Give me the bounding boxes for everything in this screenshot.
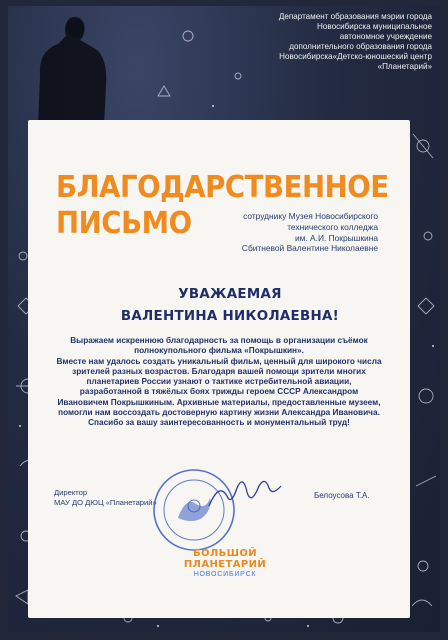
recipient-line: сотруднику Музея Новосибирского — [243, 211, 378, 221]
logo-line: НОВОСИБИРСК — [193, 571, 257, 578]
signer-role-line: Директор — [54, 488, 88, 497]
issuer-line: Новосибирска«Детско-юношеский центр — [279, 51, 432, 61]
signer-name: Белоусова Т.А. — [314, 491, 370, 500]
title-line: БЛАГОДАРСТВЕННОЕ — [56, 170, 389, 205]
signer-role-line: МАУ ДО ДЮЦ «Планетарий» — [54, 497, 157, 507]
issuer-organization — [250, 12, 432, 71]
salutation-line: УВАЖАЕМАЯ — [178, 287, 282, 302]
recipient-block — [198, 211, 378, 254]
body-paragraph: Вместе нам удалось создать уникальный фильм, ценный для широкого числа зрителей разных возрастов. Благодаря вашей помощи зрители многих планетариев России узнают о тактике истребительной авиации, разработанной в тяжёлых боях трижды героем СССР Александром Ивановичем Покрышкиным. Архивные материалы, предоставленные музеем, помогли нам воссоздать достоверную картину жизни Александра Ивановича. — [56, 356, 382, 418]
letter-body — [56, 336, 382, 429]
recipient-line: им. А.И. Покрышкина — [294, 232, 378, 243]
title-line: ПИСЬМО — [56, 206, 192, 241]
recipient-line: технического колледжа — [287, 221, 378, 232]
issuer-line: Департамент образования мэрии города — [278, 12, 432, 21]
issuer-line: «Планетарий» — [377, 61, 432, 71]
logo-line: ПЛАНЕТАРИЙ — [183, 559, 267, 570]
salutation — [60, 284, 400, 328]
pilot-silhouette-image — [8, 6, 138, 126]
recipient-line: Сбитневой Валентине Николаевне — [241, 243, 378, 254]
planetarium-logo — [170, 548, 280, 598]
signer-role — [54, 488, 157, 507]
issuer-line: Новосибирска муниципальное — [317, 21, 432, 31]
body-paragraph: Выражаем искреннюю благодарность за помощь в организации съёмок полнокупольного фильма «Покрышкин». — [70, 336, 368, 356]
issuer-line: дополнительного образования города — [289, 41, 432, 51]
issuer-line: автономное учреждение — [339, 31, 432, 41]
logo-line: БОЛЬШОЙ — [192, 548, 258, 559]
body-paragraph: Спасибо за вашу заинтересованность и монументальный труд! — [88, 418, 350, 428]
salutation-line: ВАЛЕНТИНА НИКОЛАЕВНА! — [120, 309, 340, 324]
handwritten-signature-icon — [205, 476, 285, 516]
